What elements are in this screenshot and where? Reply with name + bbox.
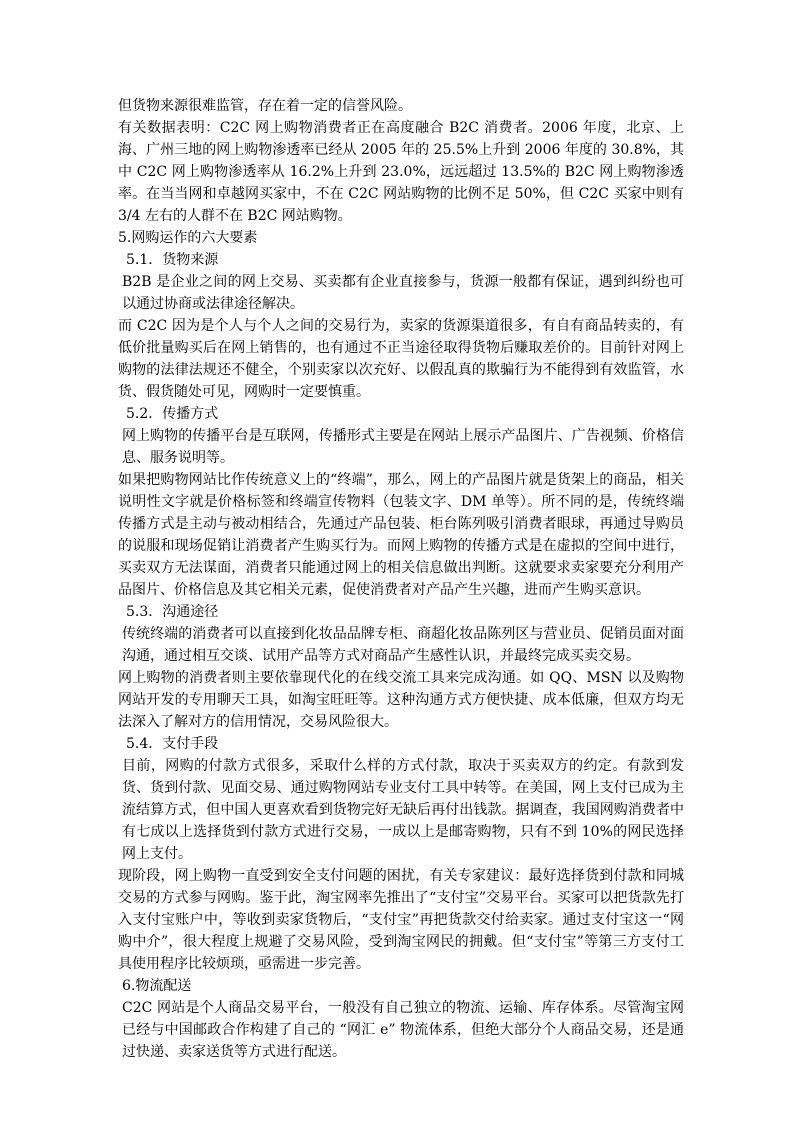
paragraph: B2B 是企业之间的网上交易、买卖都有企业直接参与，货源一般都有保证，遇到纠纷也可以通过协商或法律途径解决。 — [122, 274, 684, 312]
subsection-heading: 5.1．货物来源 — [126, 252, 219, 268]
subsection-heading: 5.2．传播方式 — [126, 406, 219, 422]
section-heading: 6.物流配送 — [122, 978, 192, 994]
paragraph: 传统终端的消费者可以直接到化妆品品牌专柜、商超化妆品陈列区与营业员、促销员面对面沟通，通过相互交谈、试用产品等方式对商品产生感性认识，并最终完成买卖交易。 — [122, 626, 684, 664]
document-body — [118, 95, 684, 1063]
paragraph: 网上购物的消费者则主要依靠现代化的在线交流工具来完成沟通。如 QQ、MSN 以及购物网站开发的专用聊天工具，如淘宝旺旺等。这种沟通方式方便快捷、成本低廉，但双方均无法深入了解对方的信用情况，交易风险很大。 — [118, 670, 684, 730]
paragraph: 但货物来源很难监管，存在着一定的信誉风险。 — [118, 98, 412, 114]
paragraph: 现阶段，网上购物一直受到安全支付问题的困扰，有关专家建议：最好选择货到付款和同城交易的方式参与网购。鉴于此，淘宝网率先推出了“支付宝”交易平台。买家可以把货款先打入支付宝账户中，等收到卖家货物后，“支付宝”再把货款交付给卖家。通过支付宝这一“网购中介”，很大程度上规避了交易风险，受到淘宝网民的拥戴。但“支付宝”等第三方支付工具使用程序比较烦琐，亟需进一步完善。 — [118, 868, 684, 972]
paragraph: 有关数据表明：C2C 网上购物消费者正在高度融合 B2C 消费者。2006 年度，北京、上海、广州三地的网上购物渗透率已经从 2005 年的 25.5%上升到 2006 年度的 30.8%，其中 C2C 网上购物渗透率从 16.2%上升到 23.0%，远远超过 13.5%的 B2C 网上购物渗透率。在当当网和卓越网买家中，不在 C2C 网站购物的比例不足 50%，但 C2C 买家中则有 3/4 左右的人群不在 B2C 网站购物。 — [118, 120, 684, 224]
paragraph: C2C 网站是个人商品交易平台，一般没有自己独立的物流、运输、库存体系。尽管淘宝网已经与中国邮政合作构建了自己的 “网汇 e” 物流体系，但绝大部分个人商品交易，还是通过快递、卖家送货等方式进行配送。 — [122, 1000, 684, 1060]
paragraph: 网上购物的传播平台是互联网，传播形式主要是在网站上展示产品图片、广告视频、价格信息、服务说明等。 — [122, 428, 684, 466]
paragraph: 如果把购物网站比作传统意义上的“终端”，那么，网上的产品图片就是货架上的商品，相关说明性文字就是价格标签和终端宣传物料（包装文字、DM 单等）。所不同的是，传统终端传播方式是主动与被动相结合，先通过产品包装、柜台陈列吸引消费者眼球，再通过导购员的说服和现场促销让消费者产生购买行为。而网上购物的传播方式是在虚拟的空间中进行，买卖双方无法谋面，消费者只能通过网上的相关信息做出判断。这就要求卖家要充分利用产品图片、价格信息及其它相关元素，促使消费者对产品产生兴趣，进而产生购买意识。 — [118, 472, 684, 598]
paragraph: 目前，网购的付款方式很多，采取什么样的方式付款，取决于买卖双方的约定。有款到发货、货到付款、见面交易、通过购物网站专业支付工具中转等。在美国，网上支付已成为主流结算方式，但中国人更喜欢看到货物完好无缺后再付出钱款。据调查，我国网购消费者中有七成以上选择货到付款方式进行交易，一成以上是邮寄购物，只有不到 10%的网民选择网上支付。 — [122, 758, 684, 862]
paragraph: 而 C2C 因为是个人与个人之间的交易行为，卖家的货源渠道很多，有自有商品转卖的，有低价批量购买后在网上销售的，也有通过不正当途径取得货物后赚取差价的。目前针对网上购物的法律法规还不健全，个别卖家以次充好、以假乱真的欺骗行为不能得到有效监管，水货、假货随处可见，网购时一定要慎重。 — [118, 318, 684, 400]
subsection-heading: 5.3．沟通途径 — [126, 604, 219, 620]
subsection-heading: 5.4．支付手段 — [126, 736, 219, 752]
section-heading: 5.网购运作的六大要素 — [118, 230, 258, 246]
